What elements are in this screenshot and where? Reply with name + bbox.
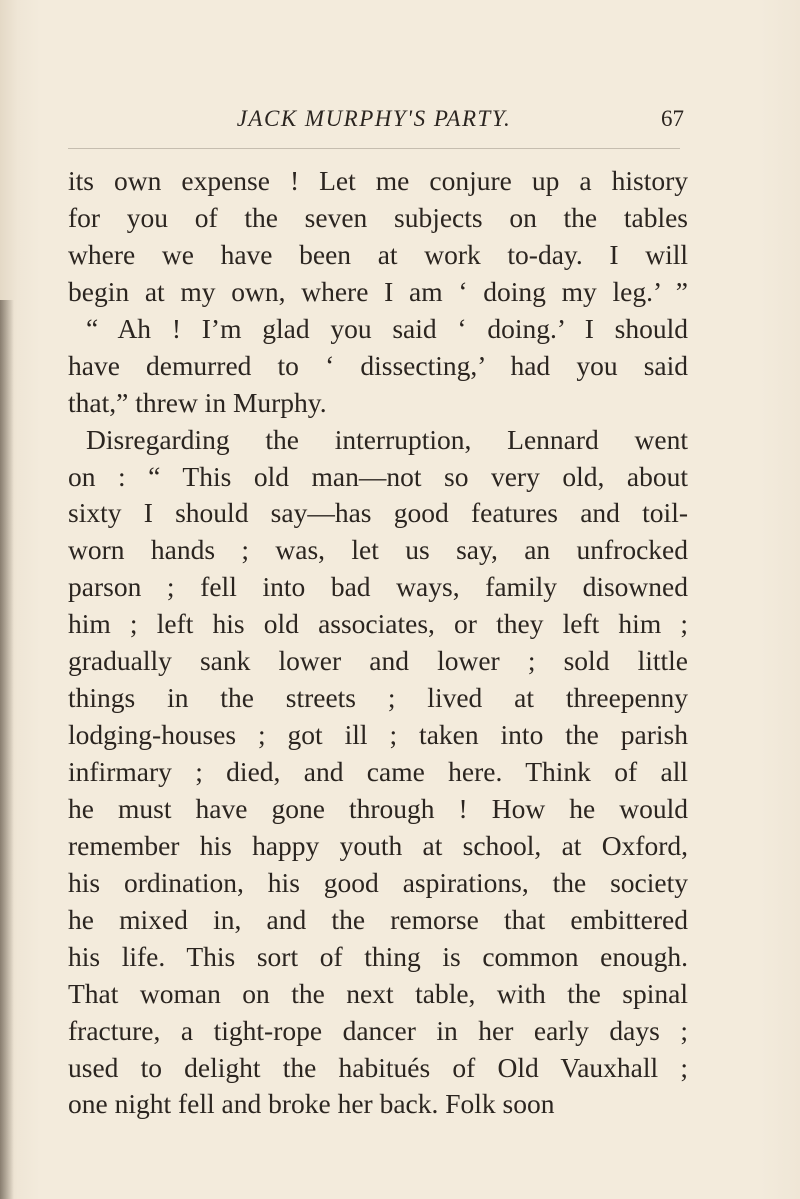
text-line: on : “ This old man—not so very old, about (68, 460, 688, 492)
text-line: things in the streets ; lived at threepenny (68, 682, 688, 714)
text-line: one night fell and broke her back. Folk soon (68, 1088, 555, 1120)
text-line: infirmary ; died, and came here. Think of all (68, 756, 688, 787)
text-line: sixty I should say—has good features and toil- (68, 497, 688, 529)
text-line: him ; left his old associates, or they left him ; (68, 608, 688, 640)
text-line: where we have been at work to-day. I will (68, 238, 688, 270)
text-line: used to delight the habitués of Old Vauxhall ; (68, 1051, 688, 1083)
text-line: That woman on the next table, with the spinal (68, 977, 688, 1009)
text-line: begin at my own, where I am ‘ doing my leg.’ ” (68, 275, 688, 307)
text-line: have demurred to ‘ dissecting,’ had you said (68, 349, 688, 381)
text-line: he mixed in, and the remorse that embittered (68, 903, 688, 935)
text-line: remember his happy youth at school, at Oxford, (68, 829, 688, 861)
text-line: worn hands ; was, let us say, an unfrocked (68, 534, 688, 566)
text-line: parson ; fell into bad ways, family disowned (68, 571, 688, 603)
body-text (68, 163, 688, 1123)
text-line: lodging-houses ; got ill ; taken into the parish (68, 719, 688, 751)
binding-shadow (0, 300, 14, 1199)
running-head: JACK MURPHY'S PARTY. (236, 106, 512, 131)
text-line: fracture, a tight-rope dancer in her early days ; (68, 1014, 688, 1046)
text-line: he must have gone through ! How he would (68, 792, 688, 824)
header-rule (68, 148, 680, 149)
text-line: his ordination, his good aspirations, the society (68, 866, 688, 898)
text-line: its own expense ! Let me conjure up a history (68, 165, 688, 196)
text-line: that,” threw in Murphy. (68, 386, 327, 418)
text-line: “ Ah ! I’m glad you said ‘ doing.’ I should (86, 312, 688, 344)
page-number: 67 (661, 106, 684, 131)
text-line: gradually sank lower and lower ; sold little (68, 645, 688, 677)
text-line: his life. This sort of thing is common enough. (68, 940, 688, 972)
text-line: for you of the seven subjects on the tables (68, 201, 688, 233)
page-header (68, 102, 684, 142)
text-line: Disregarding the interruption, Lennard went (86, 423, 688, 455)
